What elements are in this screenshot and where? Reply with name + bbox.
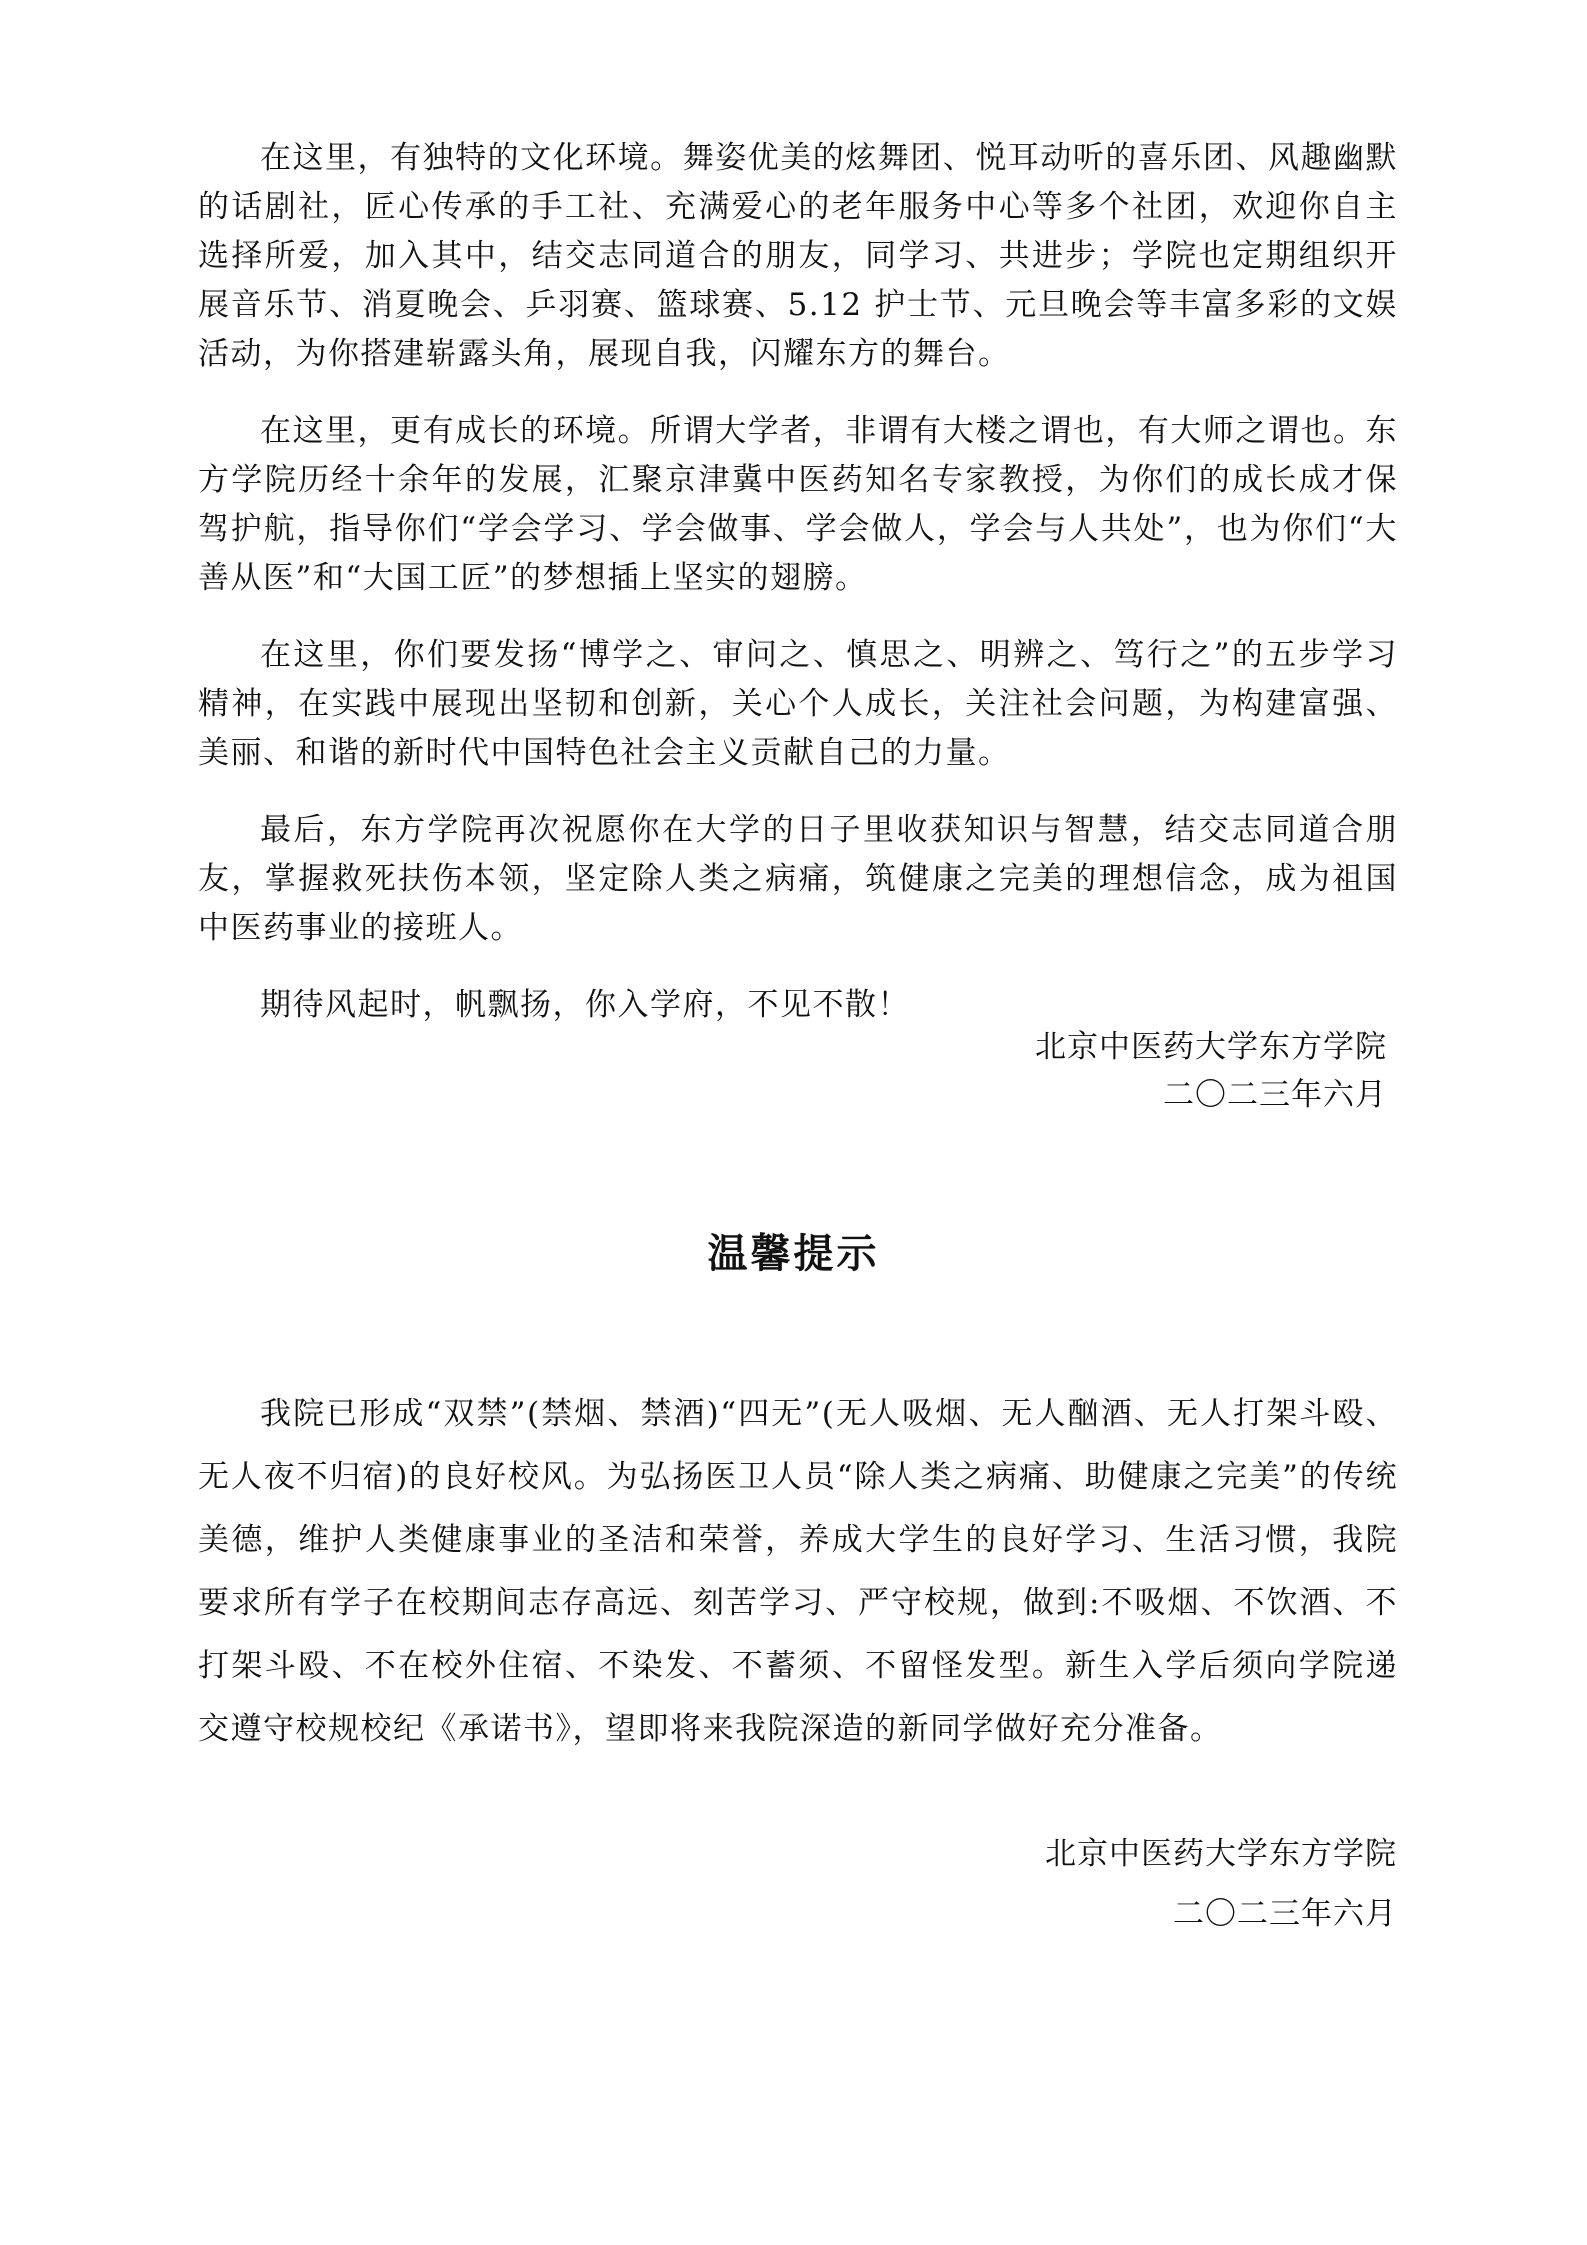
notice-signature-date: 二〇二三年六月: [1173, 1896, 1397, 1932]
letter-body: [198, 134, 1398, 1058]
letter-signature-org: 北京中医药大学东方学院: [1035, 1029, 1387, 1065]
letter-signature: [1035, 1023, 1387, 1119]
letter-paragraph-wishes: 最后，东方学院再次祝愿你在大学的日子里收获知识与智慧，结交志同道合朋友，掌握救死扶伤本领，坚定除人类之病痛，筑健康之完美的理想信念，成为祖国中医药事业的接班人。: [198, 812, 1398, 946]
letter-paragraph-spirit: 在这里，你们要发扬“博学之、审问之、慎思之、明辨之、笃行之”的五步学习精神，在实践中展现出坚韧和创新，关心个人成长，关注社会问题，为构建富强、美丽、和谐的新时代中国特色社会主义贡献自己的力量。: [198, 637, 1398, 771]
notice-signature: [1045, 1824, 1397, 1944]
notice-signature-org: 北京中医药大学东方学院: [1045, 1836, 1397, 1872]
letter-paragraph-closing: 期待风起时，帆飘扬，你入学府，不见不散！: [260, 987, 910, 1023]
notice-body: [198, 1383, 1398, 1761]
notice-paragraph: 我院已形成“双禁”(禁烟、禁酒)“四无”(无人吸烟、无人酗酒、无人打架斗殴、无人夜不归宿)的良好校风。为弘扬医卫人员“除人类之病痛、助健康之完美”的传统美德，维护人类健康事业的圣洁和荣誉，养成大学生的良好学习、生活习惯，我院要求所有学子在校期间志存高远、刻苦学习、严守校规，做到:不吸烟、不饮酒、不打架斗殴、不在校外住宿、不染发、不蓄须、不留怪发型。新生入学后须向学院递交遵守校规校纪《承诺书》，望即将来我院深造的新同学做好充分准备。: [198, 1396, 1398, 1747]
letter-signature-date: 二〇二三年六月: [1163, 1077, 1387, 1113]
letter-paragraph-growth: 在这里，更有成长的环境。所谓大学者，非谓有大楼之谓也，有大师之谓也。东方学院历经十余年的发展，汇聚京津冀中医药知名专家教授，为你们的成长成才保驾护航，指导你们“学会学习、学会做事、学会做人，学会与人共处”，也为你们“大善从医”和“大国工匠”的梦想插上坚实的翅膀。: [198, 413, 1398, 596]
letter-paragraph-culture: 在这里，有独特的文化环境。舞姿优美的炫舞团、悦耳动听的喜乐团、风趣幽默的话剧社，匠心传承的手工社、充满爱心的老年服务中心等多个社团，欢迎你自主选择所爱，加入其中，结交志同道合的朋友，同学习、共进步；学院也定期组织开展音乐节、消夏晚会、乒羽赛、篮球赛、5.12 护士节、元旦晚会等丰富多彩的文娱活动，为你搭建崭露头角，展现自我，闪耀东方的舞台。: [198, 140, 1398, 372]
notice-title: 温馨提示: [707, 1230, 880, 1277]
